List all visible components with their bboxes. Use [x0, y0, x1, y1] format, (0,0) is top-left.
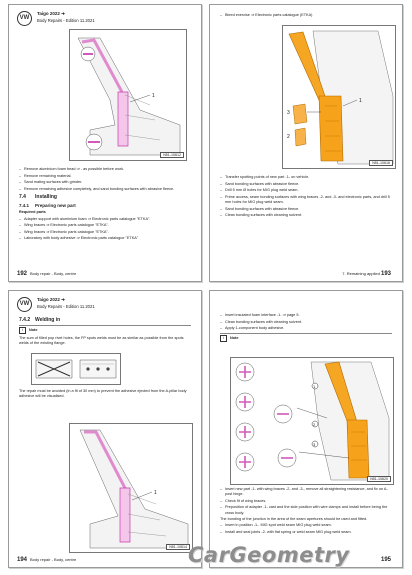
callout-3: 3 [313, 442, 316, 447]
step-item: – Transfer spotting points of new part -1- on vehicle. [220, 175, 392, 180]
step-item: – Remove aluminium foam bead ⇒ - as possible before work. [19, 167, 191, 172]
figure-weld-spacing [31, 353, 121, 385]
manual-subtitle: Body Repairs - Edition 11.2021 [37, 18, 95, 23]
step-item: – Apply 1-component body adhesive. [220, 326, 392, 331]
intro-step [220, 13, 390, 20]
callout-1: 1 [313, 384, 316, 389]
step-item: – Remove remaining adhesive completely, and sand bonding surfaces with abrasive fleece. [19, 187, 191, 192]
info-icon: i [19, 327, 26, 334]
content-block [19, 167, 191, 243]
content-block-2 [220, 487, 392, 537]
page-number: 194 [17, 557, 28, 563]
step-item: – Insert in position -1-. MIG spot weld seam MIG plug weld seam. [220, 523, 392, 528]
footer-text: Body repair - Body, centre [30, 271, 77, 276]
part-item: – Adapter support with aluminium foam ⇒ Electronic parts catalogue "ETKA". [19, 217, 191, 222]
figure-install-new-part [230, 357, 394, 485]
page-number: 192 [17, 271, 28, 277]
required-parts-label: Required parts [19, 210, 46, 215]
content-block [19, 315, 191, 347]
step-item: – Remove remaining material. [19, 174, 191, 179]
page-footer [17, 557, 76, 563]
manual-page-195 [209, 290, 403, 568]
callout-2: 2 [313, 422, 316, 427]
manual-subtitle: Body Repairs - Edition 11.2021 [37, 304, 95, 309]
part-item: – Laboratory with body adhesive ⇒ Electronic parts catalogue "ETKA" [19, 236, 191, 241]
callout-3: 3 [287, 110, 290, 116]
step-item: – Sand bonding surfaces with abrasive fleece. [220, 207, 392, 212]
figure-a-pillar-removed [69, 29, 187, 161]
manual-page-192 [8, 4, 202, 282]
figure-reference: N51-10612 [160, 152, 184, 158]
section-title: Welding in [35, 317, 61, 323]
step-item: – Clean bonding surfaces with cleaning solvent. [220, 320, 392, 325]
install-drawing [231, 358, 393, 484]
step-item: – Insert new part -1- with wing braces -2- and -3-, remove all straightening resistance, and fix on A-post hinge. [220, 487, 392, 497]
page-header [17, 297, 193, 313]
vw-logo: VW [17, 11, 32, 26]
subsection-number: 7.4.1 [19, 203, 30, 209]
step-item: – Clean bonding surfaces with cleaning solvent. [220, 213, 392, 218]
subsection-heading [19, 203, 191, 208]
footer-text: Body repair - Body, centre [30, 557, 77, 562]
step-item: – Install and seal joints -2- with flat spring or weld seam MIG plug weld seam. [220, 530, 392, 535]
figure-reference: N51-10620 [367, 476, 391, 482]
callout-1: 1 [359, 98, 362, 104]
part-item: – Wing braces ⇒ Electronic parts catalogue "ETKA". [19, 230, 191, 235]
note-label: Note [29, 328, 38, 333]
content-block [220, 313, 392, 344]
content-block [220, 175, 392, 220]
callout-2: 2 [287, 134, 290, 140]
page-footer [342, 271, 394, 277]
section-number: 7.4 [19, 193, 26, 200]
callout-1: 1 [152, 93, 155, 99]
footer-text: 7. Remaining applied [342, 271, 380, 276]
step-item: – Drill 5 mm Ø holes for MIG plug weld seam. [220, 188, 392, 193]
note-2-text: The repair must be avoided (in a fit of 30 mm) to prevent the adhesive ejected from the A-pillar body adhesive will be visualised. [19, 389, 187, 399]
weld-spacing-drawing [32, 354, 120, 384]
note-box [220, 333, 392, 342]
step-item: – Sand bonding surfaces with abrasive fleece. [220, 182, 392, 187]
step-item: – Insert insulated foam interface -1- ⇒ page 5. [220, 313, 392, 318]
figure-reference: N51-10616 [369, 160, 393, 166]
step-item: – Bleed exercise ⇒ Electronic parts catalogue (ETKA) [220, 13, 390, 18]
vw-logo: VW [17, 297, 32, 312]
site-watermark: CarGeometry [188, 543, 350, 567]
step-item: – Check fit of wing braces. [220, 499, 392, 504]
part-item: – Wing braces ⇒ Electronic parts catalogue "ETKA". [19, 223, 191, 228]
figure-new-part-orange [282, 25, 396, 169]
note-text: The sum of filled pop rivet holes, the FP spots welds must be as similar as possible from the spots welds of the existing flange. [19, 336, 184, 346]
paragraph: The bonding of the junction in the area of the seam apertures should be used and fitted. [220, 517, 368, 522]
subsection-title: Preparing new part [35, 203, 76, 209]
step-item: – Sand mating surfaces with grinder. [19, 180, 191, 185]
callout-1: 1 [154, 490, 157, 496]
manual-title: Taigo 2022 ➜ [37, 11, 65, 16]
note-label: Note [230, 336, 239, 341]
figure-reference: N51-10614 [166, 544, 190, 550]
step-item: – Preposition of adapter -1- cast and the side position with wire clamps and install before being the cross body. [220, 505, 392, 515]
manual-page-193 [209, 4, 403, 282]
section-title: Installing [35, 193, 57, 200]
page-footer [17, 271, 76, 277]
note-2 [19, 389, 191, 399]
new-part-drawing [283, 26, 395, 168]
a-pillar-drawing [70, 30, 186, 160]
step-item: – Prime access, seam bonding surfaces with wing braces -2- and -3- and electronic parts, and drill 5 mm holes for MIG plug weld seam. [220, 195, 392, 205]
info-icon: i [220, 335, 227, 342]
page-number: 195 [380, 557, 391, 563]
a-pillar-weld-drawing [70, 424, 192, 552]
note-box [19, 325, 191, 334]
section-number: 7.4.2 [19, 317, 31, 323]
page-number: 193 [380, 271, 391, 277]
manual-page-194 [8, 290, 202, 568]
section-heading [19, 195, 191, 200]
page-header [17, 11, 193, 27]
section-heading [19, 318, 191, 323]
manual-title: Taigo 2022 ➜ [37, 297, 65, 302]
figure-a-pillar-welding [69, 423, 193, 553]
